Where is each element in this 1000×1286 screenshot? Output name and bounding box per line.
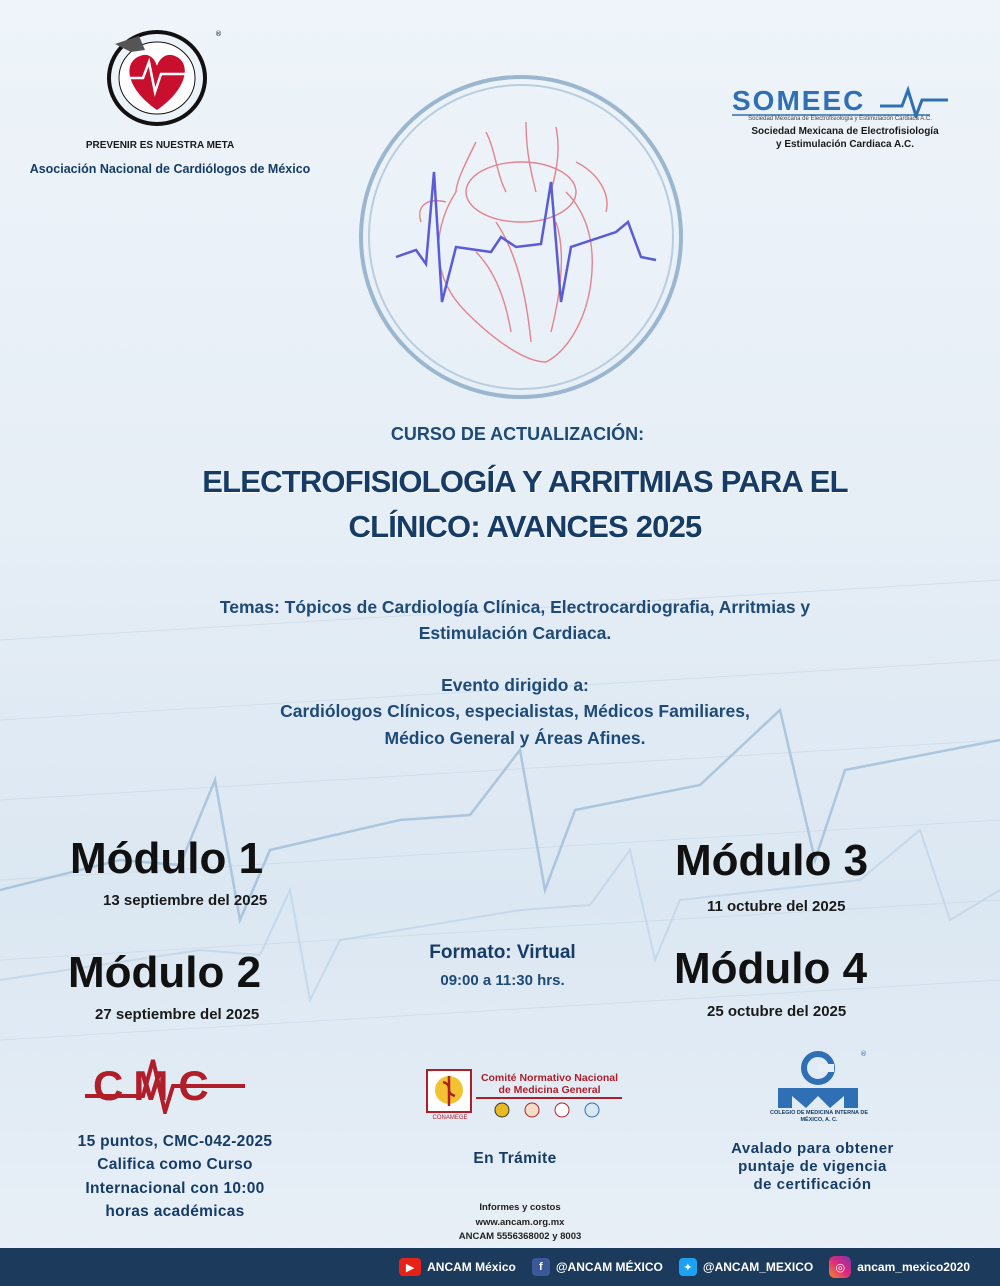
social-bar [0,1248,1000,1286]
youtube-icon: ▶ [399,1258,421,1276]
social-instagram-label: ancam_mexico2020 [857,1260,970,1274]
social-facebook-label: @ANCAM MÉXICO [555,1260,663,1274]
avalado-line-1: Avalado para obtener [731,1140,894,1157]
social-twitter[interactable] [679,1258,813,1276]
facebook-icon: f [532,1258,550,1276]
avalado-line-2: puntaje de vigencia [738,1158,887,1175]
someec-wordmark: SOMEEC [732,85,866,116]
evento-line-1: Cardiólogos Clínicos, especialistas, Médicos Familiares, [280,701,750,722]
someec-logo [730,84,950,118]
course-title-line-1: ELECTROFISIOLOGÍA Y ARRITMIAS PARA EL [202,464,848,499]
cmim-logo [768,1048,868,1110]
social-facebook[interactable] [532,1258,663,1276]
cmc-line-2: Califica como Curso [97,1156,253,1174]
cmc-line-3: Internacional con 10:00 [85,1179,265,1197]
temas-line-2: Estimulación Cardiaca. [418,623,612,644]
cmc-points-text [30,1130,320,1223]
module-4-date: 25 octubre del 2025 [707,1003,847,1020]
someec-name-line-1: Sociedad Mexicana de Electrofisiología [751,126,939,137]
conamege-name [472,1072,627,1096]
cmc-line-4: horas académicas [105,1202,245,1220]
formato-hours: 09:00 a 11:30 hrs. [440,972,565,989]
module-3-title: Módulo 3 [675,836,869,885]
twitter-icon: ✦ [679,1258,697,1276]
social-youtube-label: ANCAM México [427,1260,516,1274]
ancam-name: Asociación Nacional de Cardiólogos de México [29,162,311,176]
someec-small-text: Sociedad Mexicana de Electrofisiología y Estimulación Cardiaca A.C. [748,116,932,122]
evento-line-2: Médico General y Áreas Afines. [384,727,646,748]
module-3-date: 11 octubre del 2025 [707,898,846,915]
cmc-logo-text: CMC [93,1062,219,1109]
conamege-status: En Trámite [473,1150,557,1167]
svg-text:®: ® [215,30,222,38]
module-4-title: Módulo 4 [674,944,868,993]
module-2-title: Módulo 2 [68,948,262,997]
social-twitter-label: @ANCAM_MEXICO [702,1260,814,1274]
avalado-line-3: de certificación [753,1176,872,1193]
course-title-line-2: CLÍNICO: AVANCES 2025 [348,508,702,544]
informes-website[interactable]: www.ancam.org.mx [475,1216,565,1228]
cmim-name: COLEGIO DE MEDICINA INTERNA DE MÉXICO, A. C. [770,1110,868,1124]
someec-name [735,126,955,151]
instagram-icon: ◎ [829,1256,851,1278]
heart-illustration [356,72,686,402]
social-youtube[interactable] [399,1258,516,1276]
course-subtitle: CURSO DE ACTUALIZACIÓN: [390,424,645,444]
module-1-date: 13 septiembre del 2025 [103,892,268,909]
module-2-date: 27 septiembre del 2025 [95,1006,260,1023]
conamege-seals-icon [492,1101,604,1119]
social-instagram[interactable] [829,1256,970,1278]
module-1-title: Módulo 1 [70,834,264,883]
conamege-name-line-2: de Medicina General [498,1084,601,1097]
informes-block [400,1201,640,1245]
cmc-line-1: 15 puntos, CMC-042-2025 [77,1133,273,1150]
ancam-motto: PREVENIR ES NUESTRA META [85,140,235,151]
someec-name-line-2: y Estimulación Cardiaca A.C. [775,138,914,150]
conamege-label: CONAMEGE [432,1115,468,1121]
conamege-divider [476,1097,622,1099]
evento-dirigido [150,672,880,751]
ancam-logo [95,22,225,134]
avalado-text [690,1140,935,1194]
temas-line-1: Temas: Tópicos de Cardiología Clínica, Electrocardiografia, Arritmias y [219,597,811,617]
evento-heading: Evento dirigido a: [441,675,589,695]
temas-text [150,594,880,647]
informes-heading: Informes y costos [479,1202,561,1213]
informes-phone: ANCAM 5556368002 y 8003 [458,1231,582,1243]
conamege-logo [425,1068,473,1120]
formato-label: Formato: Virtual [429,942,576,963]
cmc-logo [85,1056,245,1114]
svg-text:®: ® [860,1050,867,1058]
conamege-name-line-1: Comité Normativo Nacional [480,1072,619,1084]
course-title [150,460,900,550]
